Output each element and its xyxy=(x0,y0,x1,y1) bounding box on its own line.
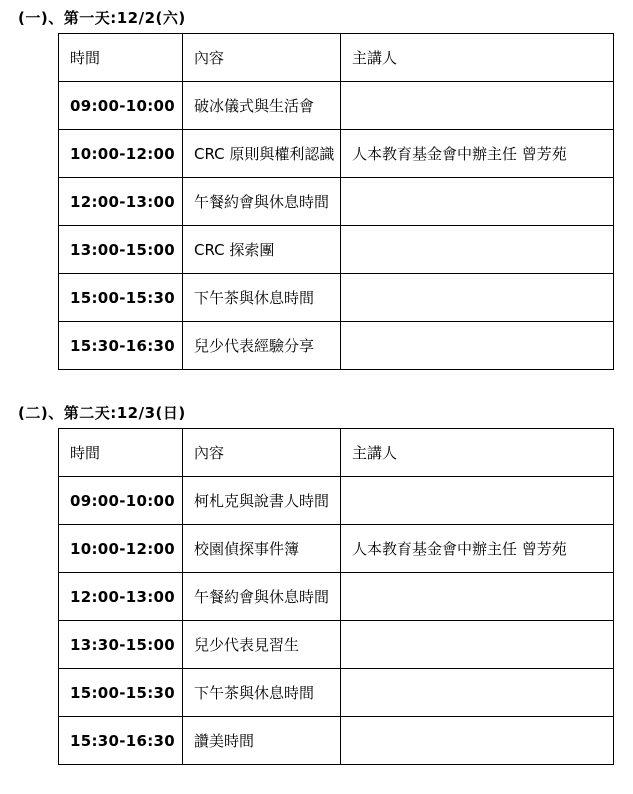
cell-time: 09:00-10:00 xyxy=(59,477,183,525)
cell-speaker xyxy=(341,82,614,130)
table-row xyxy=(59,573,614,621)
cell-content: 讚美時間 xyxy=(183,717,341,765)
cell-speaker xyxy=(341,274,614,322)
cell-time: 09:00-10:00 xyxy=(59,82,183,130)
cell-content: 下午茶與休息時間 xyxy=(183,669,341,717)
cell-content: 兒少代表經驗分享 xyxy=(183,322,341,370)
cell-speaker xyxy=(341,573,614,621)
cell-content: 破冰儀式與生活會 xyxy=(183,82,341,130)
cell-content: CRC 探索團 xyxy=(183,226,341,274)
cell-speaker xyxy=(341,669,614,717)
cell-speaker: 人本教育基金會中辦主任 曾芳苑 xyxy=(341,130,614,178)
day1-section xyxy=(0,0,633,370)
table-header-row xyxy=(59,429,614,477)
cell-speaker xyxy=(341,717,614,765)
day1-schedule-table xyxy=(58,33,614,370)
cell-time: 10:00-12:00 xyxy=(59,525,183,573)
cell-time: 10:00-12:00 xyxy=(59,130,183,178)
cell-time: 15:30-16:30 xyxy=(59,322,183,370)
header-time: 時間 xyxy=(59,429,183,477)
cell-time: 15:00-15:30 xyxy=(59,274,183,322)
header-content: 內容 xyxy=(183,34,341,82)
cell-speaker xyxy=(341,322,614,370)
day2-schedule-table xyxy=(58,428,614,765)
header-speaker: 主講人 xyxy=(341,429,614,477)
day2-section xyxy=(0,403,633,765)
day2-title: (二)、第二天:12/3(日) xyxy=(18,404,186,422)
table-row xyxy=(59,621,614,669)
table-row xyxy=(59,130,614,178)
cell-speaker xyxy=(341,226,614,274)
cell-speaker: 人本教育基金會中辦主任 曾芳苑 xyxy=(341,525,614,573)
header-speaker: 主講人 xyxy=(341,34,614,82)
table-row xyxy=(59,82,614,130)
cell-content: 午餐約會與休息時間 xyxy=(183,573,341,621)
table-row xyxy=(59,525,614,573)
cell-content: 柯札克與說書人時間 xyxy=(183,477,341,525)
day1-title: (一)、第一天:12/2(六) xyxy=(18,9,186,27)
cell-content: 校園偵探事件簿 xyxy=(183,525,341,573)
table-row xyxy=(59,669,614,717)
cell-content: CRC 原則與權利認識 xyxy=(183,130,341,178)
cell-time: 15:00-15:30 xyxy=(59,669,183,717)
cell-content: 兒少代表見習生 xyxy=(183,621,341,669)
header-content: 內容 xyxy=(183,429,341,477)
cell-speaker xyxy=(341,178,614,226)
cell-speaker xyxy=(341,477,614,525)
table-row xyxy=(59,477,614,525)
table-row xyxy=(59,226,614,274)
cell-time: 13:30-15:00 xyxy=(59,621,183,669)
cell-time: 12:00-13:00 xyxy=(59,573,183,621)
table-row xyxy=(59,274,614,322)
cell-speaker xyxy=(341,621,614,669)
cell-time: 13:00-15:00 xyxy=(59,226,183,274)
table-row xyxy=(59,322,614,370)
cell-content: 午餐約會與休息時間 xyxy=(183,178,341,226)
cell-content: 下午茶與休息時間 xyxy=(183,274,341,322)
table-header-row xyxy=(59,34,614,82)
cell-time: 15:30-16:30 xyxy=(59,717,183,765)
cell-time: 12:00-13:00 xyxy=(59,178,183,226)
table-row xyxy=(59,178,614,226)
table-row xyxy=(59,717,614,765)
header-time: 時間 xyxy=(59,34,183,82)
